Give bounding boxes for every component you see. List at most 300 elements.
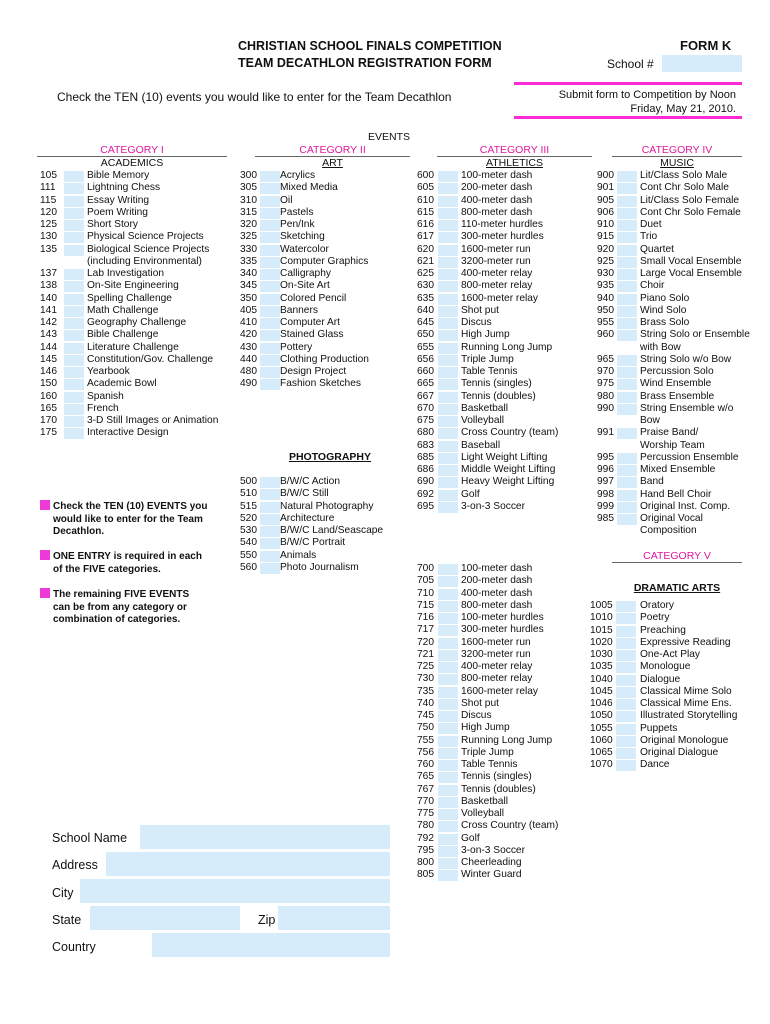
event-checkbox[interactable]: [260, 171, 280, 182]
event-checkbox[interactable]: [260, 269, 280, 280]
event-checkbox[interactable]: [64, 183, 84, 194]
event-code: 115: [40, 194, 57, 206]
event-label: Interactive Design: [87, 427, 169, 439]
event-checkbox[interactable]: [438, 465, 458, 476]
event-checkbox[interactable]: [260, 294, 280, 305]
address-field[interactable]: [106, 852, 390, 876]
event-code: 970: [597, 366, 614, 377]
event-code: 900: [597, 170, 614, 181]
event-code: 145: [40, 353, 57, 365]
event-row: [417, 575, 597, 587]
event-row: [417, 329, 597, 341]
event-label: Percussion Solo: [640, 366, 714, 377]
event-checkbox[interactable]: [616, 736, 636, 747]
event-checkbox[interactable]: [438, 453, 458, 464]
event-code: 335: [240, 255, 257, 267]
event-checkbox[interactable]: [438, 601, 458, 612]
event-checkbox[interactable]: [64, 220, 84, 231]
event-checkbox[interactable]: [64, 404, 84, 415]
event-row: [417, 808, 597, 820]
event-row: [240, 317, 415, 329]
event-checkbox[interactable]: [260, 306, 280, 317]
event-checkbox[interactable]: [260, 343, 280, 354]
pink-bullet-icon: [40, 588, 50, 598]
event-label: B/W/C Action: [280, 476, 341, 487]
event-checkbox[interactable]: [438, 306, 458, 317]
event-checkbox[interactable]: [616, 650, 636, 661]
event-row: [590, 723, 760, 735]
event-label: Illustrated Storytelling: [640, 710, 738, 722]
event-label: Acrylics: [280, 170, 316, 181]
event-row: [597, 501, 757, 513]
event-row: [240, 488, 415, 500]
event-code: 315: [240, 206, 257, 218]
event-code: 1050: [590, 710, 613, 722]
event-label: Hand Bell Choir: [640, 488, 712, 500]
event-row: [417, 796, 597, 808]
event-checkbox[interactable]: [617, 379, 637, 390]
event-checkbox[interactable]: [438, 748, 458, 759]
event-label: 1600-meter relay: [461, 292, 539, 304]
event-label: Volleyball: [461, 808, 505, 819]
school-name-field[interactable]: [140, 825, 390, 849]
event-row: [40, 170, 240, 182]
event-checkbox[interactable]: [617, 404, 637, 415]
event-row: [590, 649, 760, 661]
event-checkbox[interactable]: [438, 379, 458, 390]
event-checkbox[interactable]: [438, 613, 458, 624]
event-row: [417, 759, 597, 771]
event-checkbox[interactable]: [438, 638, 458, 649]
event-code: 940: [597, 292, 614, 304]
event-row: [597, 256, 757, 268]
event-checkbox[interactable]: [260, 281, 280, 292]
event-checkbox[interactable]: [438, 809, 458, 820]
event-row: [597, 366, 757, 378]
event-code: 950: [597, 304, 614, 316]
event-checkbox[interactable]: [438, 477, 458, 488]
event-label: Expressive Reading: [640, 636, 731, 648]
event-checkbox[interactable]: [617, 330, 637, 341]
event-row: [40, 207, 240, 219]
event-checkbox[interactable]: [260, 489, 280, 500]
event-checkbox[interactable]: [438, 330, 458, 341]
event-code: 980: [597, 390, 614, 402]
event-checkbox[interactable]: [438, 785, 458, 796]
event-checkbox[interactable]: [64, 343, 84, 354]
event-checkbox[interactable]: [438, 711, 458, 722]
note-ten-events-line3: Decathlon.: [53, 526, 105, 537]
event-code: 142: [40, 317, 57, 328]
event-row: [417, 354, 597, 366]
event-checkbox[interactable]: [438, 171, 458, 182]
event-checkbox[interactable]: [617, 232, 637, 243]
event-checkbox[interactable]: [617, 490, 637, 501]
event-label: Middle Weight Lifting: [461, 464, 556, 475]
event-row: [597, 244, 757, 256]
event-label: Lab Investigation: [87, 268, 165, 279]
city-field[interactable]: [80, 879, 390, 903]
event-checkbox[interactable]: [438, 281, 458, 292]
event-checkbox[interactable]: [617, 428, 637, 439]
event-row: [417, 845, 597, 857]
event-row: [40, 366, 240, 378]
event-checkbox[interactable]: [616, 724, 636, 735]
event-checkbox[interactable]: [64, 318, 84, 329]
event-checkbox[interactable]: [64, 330, 84, 341]
event-code: 805: [417, 869, 434, 881]
event-label: Bible Memory: [87, 170, 150, 181]
event-label: B/W/C Still: [280, 488, 329, 500]
event-row: [417, 219, 597, 231]
event-checkbox[interactable]: [260, 514, 280, 525]
event-row: [417, 170, 597, 182]
event-checkbox[interactable]: [438, 183, 458, 194]
event-row: [40, 378, 240, 390]
event-code: 140: [40, 292, 57, 304]
event-label: Brass Ensemble: [640, 390, 715, 402]
event-code: 540: [240, 537, 257, 549]
event-checkbox[interactable]: [260, 330, 280, 341]
event-label: String Ensemble w/o: [640, 402, 734, 414]
event-checkbox[interactable]: [438, 699, 458, 710]
event-checkbox[interactable]: [616, 675, 636, 686]
event-checkbox[interactable]: [617, 465, 637, 476]
event-checkbox[interactable]: [617, 502, 637, 513]
event-checkbox[interactable]: [617, 257, 637, 268]
event-checkbox[interactable]: [260, 245, 280, 256]
event-checkbox[interactable]: [438, 858, 458, 869]
event-checkbox[interactable]: [64, 196, 84, 207]
event-code: 305: [240, 182, 257, 194]
note-ten-events: [40, 500, 230, 539]
event-code: 725: [417, 661, 434, 672]
category-2-title: CATEGORY II: [255, 144, 410, 157]
event-checkbox[interactable]: [438, 723, 458, 734]
event-checkbox[interactable]: [438, 441, 458, 452]
event-checkbox[interactable]: [64, 281, 84, 292]
event-checkbox[interactable]: [438, 355, 458, 366]
event-checkbox[interactable]: [617, 245, 637, 256]
event-checkbox[interactable]: [617, 294, 637, 305]
event-checkbox[interactable]: [616, 626, 636, 637]
event-code: 600: [417, 170, 434, 181]
event-label: Oil: [280, 194, 293, 206]
event-checkbox[interactable]: [64, 379, 84, 390]
event-row: [417, 268, 597, 280]
event-checkbox[interactable]: [438, 294, 458, 305]
event-label: 3200-meter run: [461, 648, 531, 660]
event-code: 320: [240, 219, 257, 230]
academics-list: [40, 170, 240, 440]
event-row: [417, 600, 597, 612]
event-checkbox[interactable]: [438, 257, 458, 268]
event-checkbox[interactable]: [260, 183, 280, 194]
event-checkbox[interactable]: [260, 355, 280, 366]
event-checkbox[interactable]: [438, 662, 458, 673]
event-row: [597, 525, 757, 537]
event-code: 144: [40, 341, 57, 353]
event-label: Discus: [461, 317, 492, 328]
event-code: 150: [40, 378, 57, 390]
event-label: 200-meter dash: [461, 182, 533, 194]
event-checkbox[interactable]: [260, 538, 280, 549]
event-row: [590, 625, 760, 637]
event-code: 695: [417, 500, 434, 512]
event-row: [597, 231, 757, 243]
event-label: High Jump: [461, 722, 510, 734]
event-code: 780: [417, 820, 434, 832]
event-checkbox[interactable]: [260, 196, 280, 207]
event-code: 740: [417, 697, 434, 709]
event-label: Duet: [640, 219, 662, 230]
event-label: 100-meter dash: [461, 170, 533, 181]
event-checkbox[interactable]: [438, 269, 458, 280]
event-row: [590, 747, 760, 759]
event-row: [40, 268, 240, 280]
event-code: 906: [597, 206, 614, 218]
event-checkbox[interactable]: [617, 477, 637, 488]
event-checkbox[interactable]: [438, 625, 458, 636]
event-code: 440: [240, 353, 257, 365]
event-checkbox[interactable]: [260, 257, 280, 268]
event-code: 620: [417, 243, 434, 255]
event-row: [40, 293, 240, 305]
event-row: [597, 513, 757, 525]
event-row: [240, 342, 415, 354]
event-checkbox[interactable]: [616, 699, 636, 710]
submit-line1: Submit form to Competition by Noon: [558, 89, 736, 101]
event-row: [417, 452, 597, 464]
event-checkbox[interactable]: [438, 650, 458, 661]
event-row: [240, 195, 415, 207]
event-code: 137: [40, 268, 57, 279]
event-checkbox[interactable]: [438, 772, 458, 783]
event-code: 760: [417, 759, 434, 770]
event-checkbox[interactable]: [616, 760, 636, 771]
event-checkbox[interactable]: [438, 490, 458, 501]
event-checkbox[interactable]: [438, 245, 458, 256]
note-one-entry: [40, 550, 230, 576]
event-row: [417, 661, 597, 673]
event-checkbox[interactable]: [64, 355, 84, 366]
event-row: [417, 710, 597, 722]
event-checkbox[interactable]: [438, 736, 458, 747]
event-checkbox[interactable]: [617, 318, 637, 329]
event-checkbox[interactable]: [438, 392, 458, 403]
event-row: [590, 637, 760, 649]
category-2-subtitle: ART: [322, 157, 343, 169]
event-checkbox[interactable]: [617, 355, 637, 366]
event-label: Computer Art: [280, 317, 341, 328]
event-checkbox[interactable]: [616, 601, 636, 612]
event-checkbox[interactable]: [260, 477, 280, 488]
event-checkbox[interactable]: [616, 748, 636, 759]
event-checkbox[interactable]: [260, 379, 280, 390]
event-checkbox[interactable]: [260, 318, 280, 329]
state-field[interactable]: [90, 906, 240, 930]
event-code: 480: [240, 366, 257, 377]
event-checkbox[interactable]: [438, 502, 458, 513]
event-label: 800-meter dash: [461, 206, 533, 218]
event-checkbox[interactable]: [64, 306, 84, 317]
event-code: 635: [417, 292, 434, 304]
event-checkbox[interactable]: [617, 269, 637, 280]
event-checkbox[interactable]: [617, 392, 637, 403]
event-checkbox[interactable]: [438, 367, 458, 378]
pink-bullet-icon: [40, 550, 50, 560]
event-checkbox[interactable]: [616, 687, 636, 698]
event-row: [417, 833, 597, 845]
event-label: Short Story: [87, 219, 138, 230]
event-label: Spelling Challenge: [87, 292, 172, 304]
event-checkbox[interactable]: [438, 220, 458, 231]
event-checkbox[interactable]: [438, 870, 458, 881]
event-checkbox[interactable]: [438, 674, 458, 685]
event-checkbox[interactable]: [260, 551, 280, 562]
event-row: [240, 513, 415, 525]
event-checkbox[interactable]: [260, 220, 280, 231]
event-checkbox[interactable]: [438, 564, 458, 575]
event-code: 1065: [590, 747, 613, 758]
event-checkbox[interactable]: [617, 208, 637, 219]
event-checkbox[interactable]: [617, 183, 637, 194]
note-one-entry-line1: ONE ENTRY is required in each: [53, 551, 202, 562]
event-row: [40, 256, 240, 268]
event-checkbox[interactable]: [616, 638, 636, 649]
event-checkbox[interactable]: [616, 613, 636, 624]
event-code: 1055: [590, 722, 613, 734]
event-checkbox[interactable]: [617, 367, 637, 378]
event-row: [240, 378, 415, 390]
note-remaining-events: [40, 588, 230, 627]
address-label: Address: [52, 858, 98, 872]
event-checkbox[interactable]: [438, 821, 458, 832]
event-checkbox[interactable]: [616, 711, 636, 722]
event-checkbox[interactable]: [438, 797, 458, 808]
event-row: [417, 207, 597, 219]
note-remaining-events-line2: can be from any category or: [53, 601, 187, 613]
event-code: 405: [240, 304, 257, 316]
event-label: Quartet: [640, 243, 674, 255]
event-code: 717: [417, 624, 434, 636]
event-code: 1030: [590, 649, 613, 660]
event-checkbox[interactable]: [64, 171, 84, 182]
event-label: 1600-meter run: [461, 636, 531, 648]
category-1-title: CATEGORY I: [37, 144, 227, 157]
event-checkbox[interactable]: [260, 232, 280, 243]
event-code: 925: [597, 255, 614, 267]
event-label: Baseball: [461, 439, 501, 451]
event-code: 640: [417, 304, 434, 316]
event-checkbox[interactable]: [438, 428, 458, 439]
event-checkbox[interactable]: [64, 294, 84, 305]
event-code: 420: [240, 329, 257, 341]
event-code: 700: [417, 563, 434, 574]
event-checkbox[interactable]: [64, 392, 84, 403]
event-label: Large Vocal Ensemble: [640, 268, 742, 279]
zip-field[interactable]: [278, 906, 390, 930]
event-label: (including Environmental): [87, 255, 202, 267]
event-checkbox[interactable]: [260, 502, 280, 513]
event-code: 146: [40, 366, 57, 377]
event-checkbox[interactable]: [438, 760, 458, 771]
event-checkbox[interactable]: [438, 318, 458, 329]
event-checkbox[interactable]: [438, 208, 458, 219]
event-checkbox[interactable]: [617, 171, 637, 182]
event-row: [590, 661, 760, 673]
event-checkbox[interactable]: [438, 834, 458, 845]
event-code: 997: [597, 476, 614, 488]
event-checkbox[interactable]: [64, 428, 84, 439]
event-label: Poem Writing: [87, 206, 148, 218]
event-row: [597, 170, 757, 182]
event-checkbox[interactable]: [617, 514, 637, 525]
event-checkbox[interactable]: [617, 281, 637, 292]
event-label: Pastels: [280, 206, 314, 218]
event-checkbox[interactable]: [438, 416, 458, 427]
category-4-title: CATEGORY IV: [612, 144, 742, 157]
event-row: [40, 280, 240, 292]
event-checkbox[interactable]: [438, 232, 458, 243]
event-checkbox[interactable]: [438, 576, 458, 587]
event-checkbox[interactable]: [617, 453, 637, 464]
event-checkbox[interactable]: [64, 208, 84, 219]
event-checkbox[interactable]: [438, 196, 458, 207]
note-ten-events-line2: would like to enter for the Team: [53, 513, 203, 525]
event-checkbox[interactable]: [617, 196, 637, 207]
event-checkbox[interactable]: [260, 367, 280, 378]
event-checkbox[interactable]: [64, 232, 84, 243]
event-code: 735: [417, 685, 434, 697]
country-field[interactable]: [152, 933, 390, 957]
event-checkbox[interactable]: [438, 404, 458, 415]
event-code: 615: [417, 206, 434, 218]
event-checkbox[interactable]: [438, 846, 458, 857]
event-checkbox[interactable]: [616, 662, 636, 673]
event-row: [417, 501, 597, 513]
event-label: Light Weight Lifting: [461, 451, 548, 463]
event-label: Wind Ensemble: [640, 378, 712, 390]
event-checkbox[interactable]: [617, 220, 637, 231]
event-checkbox[interactable]: [438, 343, 458, 354]
event-checkbox[interactable]: [260, 208, 280, 219]
event-code: 138: [40, 280, 57, 292]
event-row: [417, 231, 597, 243]
event-row: [417, 476, 597, 488]
event-checkbox[interactable]: [260, 563, 280, 574]
event-checkbox[interactable]: [64, 269, 84, 280]
event-checkbox[interactable]: [438, 687, 458, 698]
event-checkbox[interactable]: [64, 245, 84, 256]
event-row: [417, 771, 597, 783]
event-checkbox[interactable]: [438, 589, 458, 600]
event-checkbox[interactable]: [64, 416, 84, 427]
event-row: [417, 305, 597, 317]
event-code: 730: [417, 673, 434, 685]
event-code: 675: [417, 415, 434, 426]
event-label: Shot put: [461, 697, 499, 709]
event-row: [590, 759, 760, 771]
school-number-field[interactable]: [662, 55, 742, 72]
event-checkbox[interactable]: [260, 526, 280, 537]
event-row: [240, 170, 415, 182]
event-checkbox[interactable]: [617, 306, 637, 317]
event-code: 775: [417, 808, 434, 819]
event-checkbox[interactable]: [64, 367, 84, 378]
event-row: [417, 427, 597, 439]
event-row: [240, 244, 415, 256]
